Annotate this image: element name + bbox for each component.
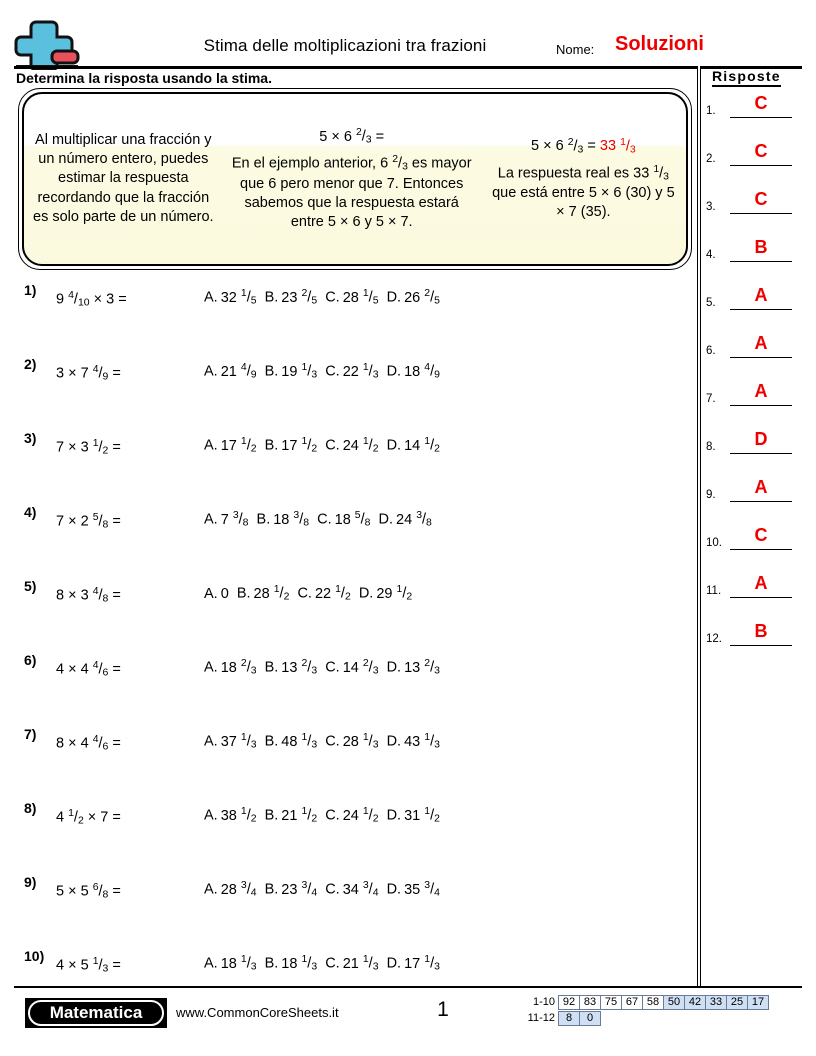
answer-choice[interactable]: C. 28 $^1$/3	[325, 732, 379, 751]
problem-expression: 4 × 4 $^4$/6 =	[56, 660, 121, 679]
answer-key	[706, 68, 804, 663]
score-cell: 33	[705, 995, 727, 1010]
example-solution-equation: 5 × 6 $^2$/3 = 33 $^1$/3	[531, 136, 636, 156]
answer-choice[interactable]: A. 18 $^1$/3	[204, 954, 257, 973]
page-header	[0, 0, 816, 68]
answer-key-line	[730, 117, 792, 118]
answer-choice[interactable]: D. 14 $^1$/2	[386, 436, 440, 455]
answer-choice[interactable]: A. 28 $^3$/4	[204, 880, 257, 899]
problem-number: 2)	[24, 356, 37, 372]
answer-key-line	[730, 501, 792, 502]
answer-key-index: 11.	[706, 585, 722, 597]
answer-key-value: C	[754, 189, 768, 209]
answer-choice[interactable]: C. 34 $^3$/4	[325, 880, 379, 899]
answer-choice[interactable]: C. 14 $^2$/3	[325, 658, 379, 677]
score-cell: 67	[621, 995, 643, 1010]
answer-choice[interactable]: C. 24 $^1$/2	[325, 436, 379, 455]
answer-choice[interactable]: C. 21 $^1$/3	[325, 954, 379, 973]
problem-choices	[204, 584, 674, 603]
answer-choice[interactable]: D. 18 $^4$/9	[386, 362, 440, 381]
answer-key-value: C	[754, 525, 768, 545]
answer-key-line	[730, 357, 792, 358]
example-solution-text: La respuesta real es 33 $^1$/3 que está entre 5 × 6 (30) y 5 × 7 (35).	[492, 163, 675, 221]
answer-choice[interactable]: C. 18 $^5$/8	[317, 510, 371, 529]
answer-key-row	[706, 375, 804, 423]
instruction-text: Determina la risposta usando la stima.	[16, 70, 272, 86]
score-cell: 25	[726, 995, 748, 1010]
score-row-label: 1-10	[532, 996, 555, 1008]
answer-choice[interactable]: B. 23 $^2$/5	[264, 288, 318, 307]
score-table	[527, 995, 769, 1027]
answer-choice[interactable]: B. 18 $^3$/8	[256, 510, 310, 529]
problem-number: 8)	[24, 800, 37, 816]
problem-row	[14, 574, 694, 648]
answer-key-value: C	[754, 93, 768, 113]
score-cell: 0	[579, 1011, 601, 1026]
problem-expression: 7 × 2 $^5$/8 =	[56, 512, 121, 531]
answer-key-row	[706, 87, 804, 135]
subject-badge	[25, 998, 167, 1028]
answer-key-value: A	[754, 477, 768, 497]
answer-choice[interactable]: C. 24 $^1$/2	[325, 806, 379, 825]
answer-choice[interactable]: C. 28 $^1$/5	[325, 288, 379, 307]
answer-choice[interactable]: B. 13 $^2$/3	[264, 658, 318, 677]
answer-key-index: 2.	[706, 153, 716, 165]
problem-choices	[204, 658, 674, 677]
answer-key-value: A	[754, 333, 768, 353]
footer-divider	[14, 986, 802, 988]
answer-choice[interactable]: D. 17 $^1$/3	[386, 954, 440, 973]
problem-number: 3)	[24, 430, 37, 446]
problem-row	[14, 426, 694, 500]
answer-choice[interactable]: D. 31 $^1$/2	[386, 806, 440, 825]
example-solution	[481, 94, 686, 264]
answer-choice[interactable]: D. 26 $^2$/5	[386, 288, 440, 307]
answer-key-value: A	[754, 285, 768, 305]
answer-choice[interactable]: A. 37 $^1$/3	[204, 732, 257, 751]
answer-key-value: A	[754, 573, 768, 593]
answer-choice[interactable]: A. 18 $^2$/3	[204, 658, 257, 677]
answer-key-row	[706, 279, 804, 327]
answer-choice[interactable]: D. 35 $^3$/4	[386, 880, 440, 899]
problem-number: 6)	[24, 652, 37, 668]
problem-choices	[204, 362, 674, 381]
name-label: Nome:	[556, 42, 595, 57]
answer-choice[interactable]: D. 24 $^3$/8	[378, 510, 432, 529]
score-row-11-12	[527, 1011, 769, 1026]
answer-key-index: 6.	[706, 345, 716, 357]
answer-key-index: 10.	[706, 537, 722, 549]
problem-row	[14, 352, 694, 426]
answer-key-index: 12.	[706, 633, 722, 645]
answer-key-row	[706, 423, 804, 471]
problem-expression: 7 × 3 $^1$/2 =	[56, 438, 121, 457]
answer-choice[interactable]: D. 13 $^2$/3	[386, 658, 440, 677]
answer-key-row	[706, 471, 804, 519]
problem-number: 10)	[24, 948, 45, 964]
answer-choice[interactable]: A. 32 $^1$/5	[204, 288, 257, 307]
example-reasoning: En el ejemplo anterior, 6 $^2$/3 es mayor que 6 pero menor que 7. Entonces sabemos que la respuesta estará entre 5 × 6 y 5 × 7.	[231, 154, 472, 230]
answer-key-line	[730, 309, 792, 310]
plus-minus-icon	[14, 18, 80, 70]
answer-choice[interactable]: A. 7 $^3$/8	[204, 510, 249, 529]
problem-expression: 4 $^1$/2 × 7 =	[56, 808, 121, 827]
header-divider	[14, 66, 802, 69]
problem-expression: 3 × 7 $^4$/9 =	[56, 364, 121, 383]
answer-key-line	[730, 213, 792, 214]
answer-key-row	[706, 183, 804, 231]
answer-key-row	[706, 327, 804, 375]
problem-number: 5)	[24, 578, 37, 594]
score-cell: 50	[663, 995, 685, 1010]
answer-key-index: 9.	[706, 489, 716, 501]
answer-choice[interactable]: B. 17 $^1$/2	[264, 436, 318, 455]
example-problem	[223, 94, 481, 264]
problem-expression: 8 × 4 $^4$/6 =	[56, 734, 121, 753]
answer-key-index: 8.	[706, 441, 716, 453]
answer-key-line	[730, 597, 792, 598]
problem-choices	[204, 436, 674, 455]
answer-key-row	[706, 231, 804, 279]
problem-choices	[204, 806, 674, 825]
score-cell: 17	[747, 995, 769, 1010]
answer-key-value: B	[754, 621, 768, 641]
problem-number: 9)	[24, 874, 37, 890]
score-cell: 83	[579, 995, 601, 1010]
answer-choice[interactable]: B. 18 $^1$/3	[264, 954, 318, 973]
example-box	[22, 92, 688, 266]
problem-number: 1)	[24, 282, 37, 298]
problem-row	[14, 870, 694, 944]
answer-key-line	[730, 549, 792, 550]
answer-key-row	[706, 567, 804, 615]
answer-choice[interactable]: D. 29 $^1$/2	[358, 584, 413, 603]
answer-key-value: A	[754, 381, 768, 401]
answer-key-line	[730, 165, 792, 166]
problem-number: 7)	[24, 726, 37, 742]
problem-expression: 8 × 3 $^4$/8 =	[56, 586, 121, 605]
answer-choice[interactable]: B. 23 $^3$/4	[264, 880, 318, 899]
answer-choice[interactable]: A. 0	[204, 585, 229, 602]
name-value: Soluzioni	[615, 33, 704, 55]
problem-row	[14, 278, 694, 352]
answer-choice[interactable]: C. 22 $^1$/2	[297, 584, 351, 603]
answer-key-index: 5.	[706, 297, 716, 309]
answer-key-row	[706, 519, 804, 567]
example-equation: 5 × 6 $^2$/3 =	[319, 126, 385, 146]
problem-choices	[204, 288, 674, 307]
answer-key-value: C	[754, 141, 768, 161]
score-cell: 58	[642, 995, 664, 1010]
answer-key-line	[730, 645, 792, 646]
score-cell: 42	[684, 995, 706, 1010]
problem-choices	[204, 732, 674, 751]
subject-badge-label: Matematica	[28, 1000, 164, 1026]
answer-key-line	[730, 261, 792, 262]
column-divider	[697, 66, 701, 988]
score-cell: 8	[558, 1011, 580, 1026]
score-cell: 75	[600, 995, 622, 1010]
problem-expression: 4 × 5 $^1$/3 =	[56, 956, 121, 975]
answer-key-title: Risposte	[712, 68, 781, 87]
problem-choices	[204, 880, 674, 899]
answer-choice[interactable]: D. 43 $^1$/3	[386, 732, 440, 751]
answer-key-index: 4.	[706, 249, 716, 261]
problem-list	[14, 278, 694, 1018]
answer-choice[interactable]: B. 19 $^1$/3	[264, 362, 318, 381]
problem-row	[14, 722, 694, 796]
score-cell: 92	[558, 995, 580, 1010]
answer-key-index: 7.	[706, 393, 716, 405]
answer-key-line	[730, 453, 792, 454]
answer-key-value: B	[754, 237, 768, 257]
problem-row	[14, 648, 694, 722]
answer-choice[interactable]: A. 17 $^1$/2	[204, 436, 257, 455]
answer-key-index: 1.	[706, 105, 716, 117]
page-title: Stima delle moltiplicazioni tra frazioni	[203, 36, 487, 55]
page-number: 1	[437, 998, 449, 1021]
answer-key-row	[706, 135, 804, 183]
problem-choices	[204, 510, 674, 529]
answer-choice[interactable]: B. 21 $^1$/2	[264, 806, 318, 825]
answer-choice[interactable]: B. 28 $^1$/2	[236, 584, 290, 603]
answer-key-row	[706, 615, 804, 663]
answer-key-index: 3.	[706, 201, 716, 213]
website-url: www.CommonCoreSheets.it	[176, 1005, 339, 1020]
answer-key-line	[730, 405, 792, 406]
problem-expression: 9 $^4$/10 × 3 =	[56, 290, 127, 309]
answer-key-value: D	[754, 429, 768, 449]
example-explanation: Al multiplicar una fracción y un número entero, puedes estimar la respuesta recordando que la fracción es solo parte de un número.	[33, 132, 214, 225]
problem-row	[14, 500, 694, 574]
answer-choice[interactable]: B. 48 $^1$/3	[264, 732, 318, 751]
problem-choices	[204, 954, 674, 973]
problem-number: 4)	[24, 504, 37, 520]
score-row-1-10	[527, 995, 769, 1010]
answer-choice[interactable]: A. 21 $^4$/9	[204, 362, 257, 381]
problem-expression: 5 × 5 $^6$/8 =	[56, 882, 121, 901]
answer-choice[interactable]: C. 22 $^1$/3	[325, 362, 379, 381]
answer-choice[interactable]: A. 38 $^1$/2	[204, 806, 257, 825]
score-row-label: 11-12	[527, 1012, 555, 1024]
problem-row	[14, 796, 694, 870]
